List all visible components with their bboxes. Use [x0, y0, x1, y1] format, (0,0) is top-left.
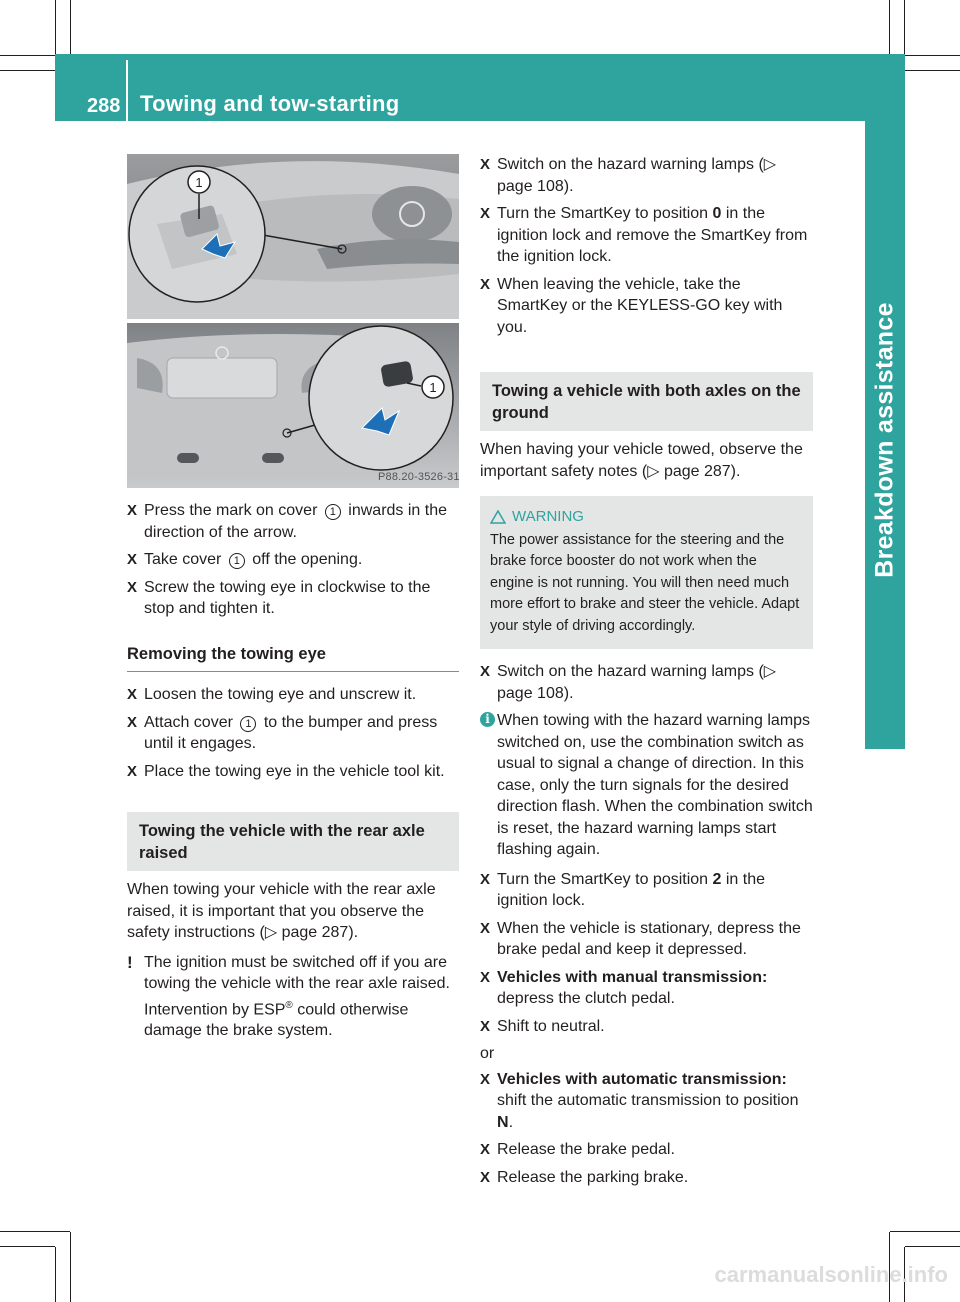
crop-mark	[905, 55, 960, 56]
notice: ! The ignition must be switched off if you are towing the vehicle with the rear axle raised. Intervention by ESP® could otherwise damage the brake system.	[127, 952, 450, 1040]
intro-paragraph: When towing your vehicle with the rear axle raised, it is important that you observe the safety instructions (▷ page 287).	[127, 881, 436, 941]
step-marker: X	[480, 1017, 491, 1035]
subheading: Removing the towing eye	[127, 640, 459, 673]
warning-box	[480, 496, 813, 649]
step-marker: X	[480, 205, 491, 222]
instruction-step: X Turn the SmartKey to position 2 in the ignition lock.	[480, 870, 766, 909]
section-heading: Towing a vehicle with both axles on the ground	[480, 372, 813, 431]
header-divider	[126, 60, 128, 121]
instruction-step: X When the vehicle is stationary, depress the brake pedal and keep it depressed.	[480, 919, 801, 958]
page-title: Towing and tow-starting	[140, 91, 400, 116]
crop-mark	[70, 1232, 71, 1302]
instruction-step: X Vehicles with automatic transmission: shift the automatic transmission to position N.	[480, 1070, 799, 1131]
instruction-step: X Vehicles with manual transmission: depress the clutch pedal.	[480, 968, 768, 1007]
side-tab-label: Breakdown assistance	[870, 302, 899, 578]
crop-mark	[0, 55, 55, 56]
section-heading: Towing the vehicle with the rear axle raised	[127, 812, 459, 871]
step-marker: X	[127, 713, 138, 731]
info-icon: i	[480, 712, 495, 727]
rear-bumper-illustration	[127, 323, 459, 488]
callout-number: 1	[429, 380, 437, 395]
step-marker: X	[480, 156, 491, 173]
instruction-step: X Switch on the hazard warning lamps (▷ page 108).	[480, 663, 777, 702]
crop-mark	[55, 1247, 56, 1302]
step-marker: X	[127, 762, 138, 780]
step-marker: X	[480, 870, 491, 888]
info-note: i When towing with the hazard warning lamps switched on, use the combination switch as usual to signal a change of direction. In this case, only the turn signals for the desired direction flash. When the combination switch is reset, the hazard warning lamps start flashing again.	[480, 710, 813, 861]
left-column	[127, 500, 459, 1050]
crop-mark	[904, 0, 905, 55]
crop-mark	[905, 1246, 960, 1247]
step-marker: X	[127, 502, 138, 519]
instruction-step: X Place the towing eye in the vehicle tool kit.	[127, 761, 459, 783]
watermark-url[interactable]: carmanualsonline.info	[714, 1262, 948, 1287]
step-marker: X	[480, 1141, 491, 1158]
warning-triangle-icon	[490, 510, 506, 524]
instruction-step: X When leaving the vehicle, take the SmartKey or the KEYLESS-GO key with you.	[480, 275, 783, 336]
step-marker: X	[480, 275, 491, 293]
step-marker: X	[127, 578, 138, 596]
intro-paragraph: When having your vehicle towed, observe the important safety notes (▷ page 287).	[480, 441, 803, 480]
instruction-step: X Screw the towing eye in clockwise to the stop and tighten it.	[127, 578, 431, 617]
right-column	[480, 154, 813, 1194]
instruction-step: X Turn the SmartKey to position 0 in the ignition lock and remove the SmartKey from the ignition lock.	[480, 205, 808, 265]
step-marker: X	[127, 686, 138, 703]
step-marker: X	[480, 919, 491, 937]
step-marker: X	[480, 1070, 491, 1088]
crop-mark	[55, 0, 56, 55]
step-marker: X	[480, 663, 491, 680]
crop-mark	[0, 1246, 55, 1247]
page-number: 288	[87, 95, 121, 117]
instruction-step: X Release the parking brake.	[480, 1167, 813, 1189]
instruction-step: X Release the brake pedal.	[480, 1139, 813, 1161]
instruction-step: X Attach cover 1 to the bumper and press until it engages.	[127, 713, 438, 752]
figure-code: P88.20-3526-31	[378, 471, 460, 483]
warning-title: WARNING	[490, 506, 803, 528]
instruction-step: X Loosen the towing eye and unscrew it.	[127, 684, 459, 706]
exclamation-icon: !	[127, 952, 133, 972]
step-marker: X	[127, 551, 138, 568]
or-text: or	[480, 1045, 495, 1062]
crop-mark	[0, 1231, 70, 1232]
crop-mark	[890, 1231, 960, 1232]
front-bumper-illustration	[127, 154, 459, 319]
callout-number: 1	[195, 175, 203, 190]
instruction-step: X Take cover 1 off the opening.	[127, 549, 459, 571]
step-marker: X	[480, 968, 491, 986]
instruction-step: X Switch on the hazard warning lamps (▷ page 108).	[480, 156, 777, 195]
step-marker: X	[480, 1168, 491, 1186]
instruction-step: X Shift to neutral.	[480, 1016, 813, 1038]
instruction-step: X Press the mark on cover 1 inwards in the direction of the arrow.	[127, 502, 448, 541]
warning-text: The power assistance for the steering and the brake force booster do not work when the engine is not running. You will then need much more effort to brake and steer the vehicle. Adapt your style of driving accordingly.	[490, 531, 800, 634]
